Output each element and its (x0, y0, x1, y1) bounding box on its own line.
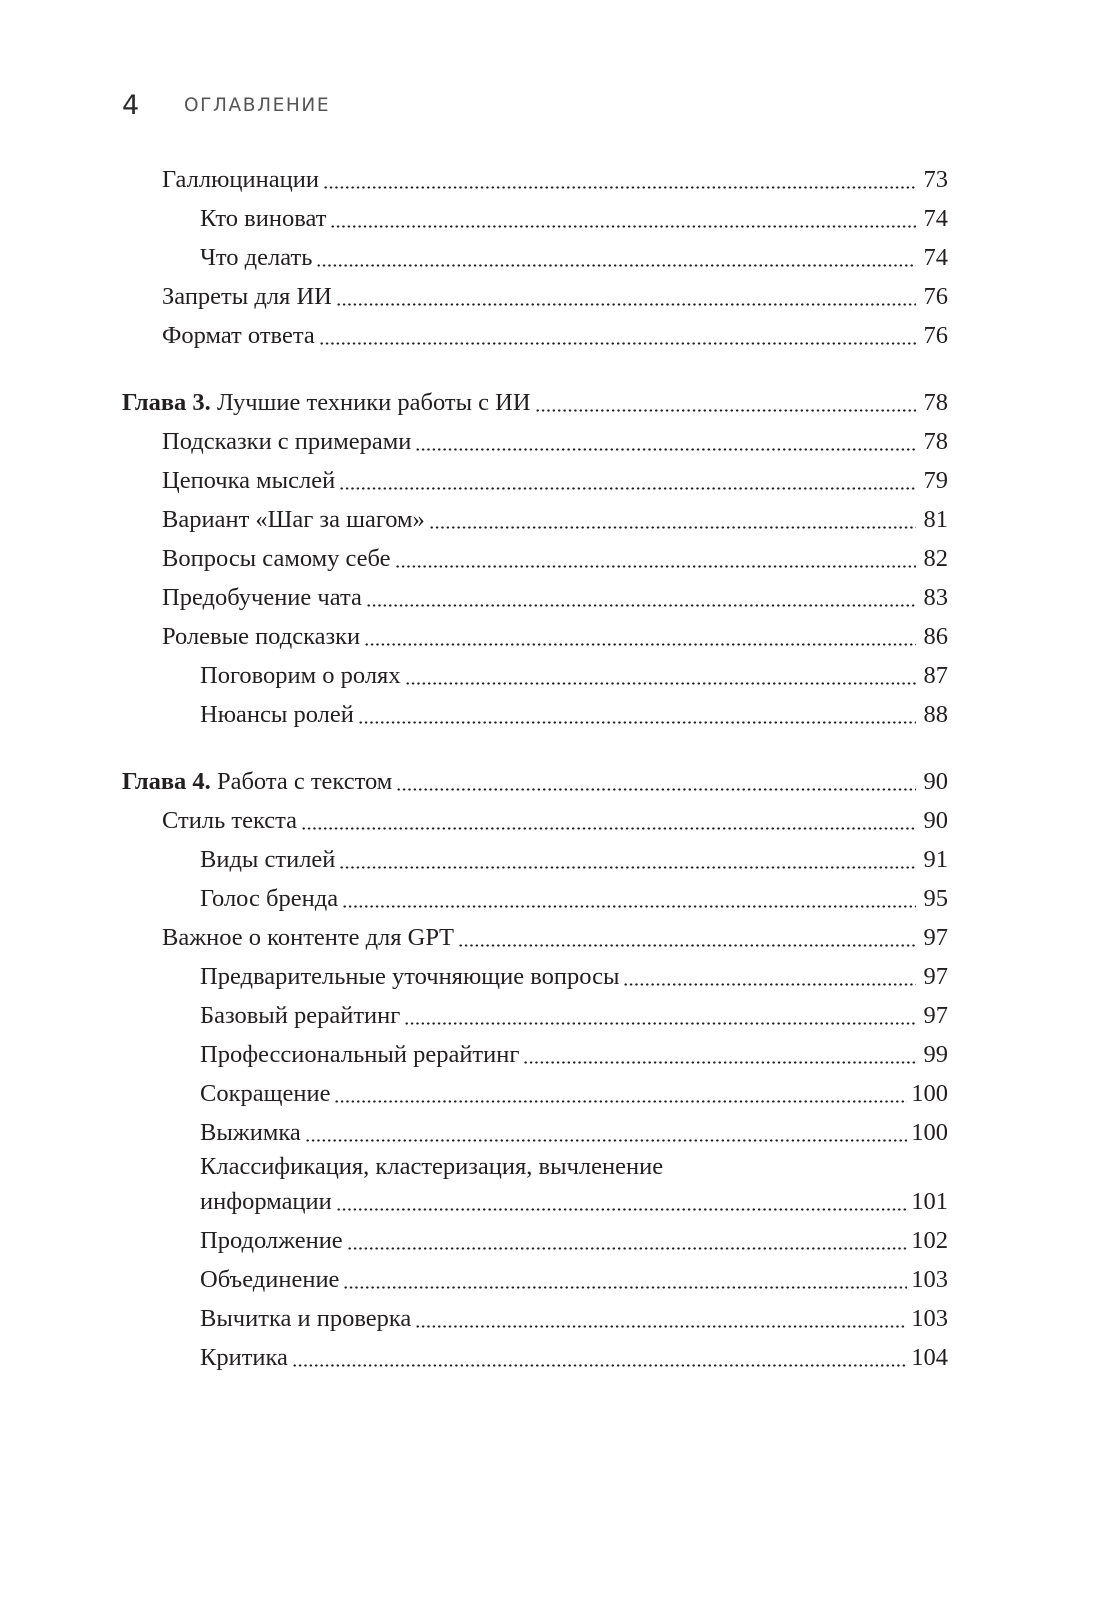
toc-entry-summary[interactable] (122, 1113, 948, 1152)
chapter-label: Глава 3. (122, 389, 211, 416)
toc-entry-page: 88 (923, 701, 948, 728)
chapter-title-text: Работа с текстом (216, 768, 393, 795)
toc-entry-shortening[interactable] (122, 1074, 948, 1113)
toc-entry-title: Ролевые подсказки (162, 623, 361, 650)
toc-entry-title: Голос бренда (200, 885, 339, 912)
dot-leader (523, 1061, 916, 1064)
dot-leader (405, 682, 916, 685)
toc-entry-proofreading[interactable] (122, 1299, 948, 1338)
toc-entry-ai-restrictions[interactable] (122, 277, 948, 316)
toc-entry-classification[interactable] (122, 1152, 948, 1221)
toc-entry-page: 95 (923, 885, 948, 912)
toc-entry-title: Предварительные уточняющие вопросы (200, 963, 620, 990)
dot-leader (330, 225, 916, 228)
dot-leader (623, 983, 916, 986)
toc-entry-self-questions[interactable] (122, 539, 948, 578)
toc-entry-title: Предобучение чата (162, 584, 362, 611)
dot-leader (347, 1247, 908, 1250)
toc-entry-title: Что делать (200, 244, 313, 271)
chapter-title-text: Лучшие техники работы с ИИ (216, 389, 531, 416)
toc-entry-title: Нюансы ролей (200, 701, 354, 728)
toc-entry-title: Цепочка мыслей (162, 467, 336, 494)
chapter-label: Глава 4. (122, 768, 211, 795)
toc-entry-page: 74 (923, 244, 948, 271)
running-title: ОГЛАВЛЕНИЕ (184, 94, 331, 116)
dot-leader (319, 342, 916, 345)
toc-entry-style-types[interactable] (122, 840, 948, 879)
running-head (122, 88, 330, 122)
toc-entry-page: 76 (923, 322, 948, 349)
dot-leader (396, 788, 916, 791)
toc-entry-chain-of-thought[interactable] (122, 461, 948, 500)
toc-entry-text-style[interactable] (122, 801, 948, 840)
toc-entry-page: 97 (923, 963, 948, 990)
toc-chapter-4[interactable] (122, 762, 948, 801)
dot-leader (364, 643, 916, 646)
toc-entry-page: 100 (911, 1080, 948, 1107)
toc-entry-page: 78 (923, 389, 948, 416)
dot-leader (366, 604, 916, 607)
toc-entry-basic-rewriting[interactable] (122, 996, 948, 1035)
toc-entry-page: 90 (923, 768, 948, 795)
toc-entry-page: 87 (923, 662, 948, 689)
toc-entry-page: 74 (923, 205, 948, 232)
toc-entry-gpt-content[interactable] (122, 918, 948, 957)
toc-entry-clarifying-questions[interactable] (122, 957, 948, 996)
toc-entry-title: Важное о контенте для GPT (162, 924, 454, 951)
dot-leader (415, 1325, 907, 1328)
toc-entry-hallucinations[interactable] (122, 160, 948, 199)
toc-entry-what-to-do[interactable] (122, 238, 948, 277)
toc-entry-page: 82 (923, 545, 948, 572)
toc-entry-answer-format[interactable] (122, 316, 948, 355)
toc-chapter-3[interactable] (122, 383, 948, 422)
toc-entry-page: 102 (911, 1227, 948, 1254)
toc-entry-title: Выжимка (200, 1119, 301, 1146)
dot-leader (535, 409, 916, 412)
toc-entry-merging[interactable] (122, 1260, 948, 1299)
toc-entry-page: 99 (923, 1041, 948, 1068)
toc-entry-title: Базовый рерайтинг (200, 1002, 401, 1029)
toc-entry-title: Поговорим о ролях (200, 662, 401, 689)
dot-leader (334, 1100, 907, 1103)
toc-entry-chat-pretraining[interactable] (122, 578, 948, 617)
toc-entry-continuation[interactable] (122, 1221, 948, 1260)
dot-leader (339, 866, 916, 869)
toc-entry-who-is-to-blame[interactable] (122, 199, 948, 238)
toc-entry-page: 79 (923, 467, 948, 494)
toc-entry-page: 97 (923, 924, 948, 951)
toc-chapter-title (122, 762, 392, 801)
toc-entry-page: 104 (911, 1344, 948, 1371)
toc-entry-page: 103 (911, 1305, 948, 1332)
toc-entry-page: 76 (923, 283, 948, 310)
toc-entry-title: Виды стилей (200, 846, 336, 873)
toc-entry-title: Критика (200, 1344, 288, 1371)
toc-entry-title: Кто виноват (200, 205, 327, 232)
toc-entry-title: Продолжение (200, 1227, 343, 1254)
dot-leader (429, 526, 916, 529)
page-number: 4 (122, 89, 140, 121)
toc-entry-about-roles[interactable] (122, 656, 948, 695)
toc-entry-title: Запреты для ИИ (162, 283, 332, 310)
toc-entry-page: 73 (923, 166, 948, 193)
toc-entry-title: Галлюцинации (162, 166, 319, 193)
dot-leader (343, 1286, 907, 1289)
dot-leader (358, 721, 916, 724)
dot-leader (336, 1208, 907, 1211)
toc-entry-title: Формат ответа (162, 322, 315, 349)
toc-entry-page: 91 (923, 846, 948, 873)
toc-entry-page: 81 (923, 506, 948, 533)
toc-entry-page: 100 (911, 1119, 948, 1146)
dot-leader (316, 264, 916, 267)
toc-chapter-title (122, 383, 531, 422)
toc-entry-title: Вычитка и проверка (200, 1305, 412, 1332)
toc-entry-title-line1: Классификация, кластеризация, вычленение (200, 1153, 664, 1180)
toc-entry-page: 90 (923, 807, 948, 834)
toc-entry-page: 97 (923, 1002, 948, 1029)
toc-entry-page: 83 (923, 584, 948, 611)
dot-leader (305, 1139, 907, 1142)
toc-entry-role-nuances[interactable] (122, 695, 948, 734)
toc-entry-title: Подсказки с примерами (162, 428, 412, 455)
toc-entry-page: 86 (923, 623, 948, 650)
toc-entry-few-shot-prompts[interactable] (122, 422, 948, 461)
toc-entry-pro-rewriting[interactable] (122, 1035, 948, 1074)
toc-entry-title: Профессиональный рерайтинг (200, 1041, 520, 1068)
toc-entry-brand-voice[interactable] (122, 879, 948, 918)
toc-entry-page: 78 (923, 428, 948, 455)
toc-entry-title: Вариант «Шаг за шагом» (162, 506, 425, 533)
dot-leader (342, 905, 916, 908)
dot-leader (395, 565, 916, 568)
dot-leader (415, 448, 916, 451)
table-of-contents (122, 160, 948, 1377)
dot-leader (301, 827, 916, 830)
toc-entry-title: Вопросы самому себе (162, 545, 391, 572)
toc-entry-title: Стиль текста (162, 807, 297, 834)
dot-leader (339, 487, 916, 490)
toc-entry-title: Сокращение (200, 1080, 331, 1107)
toc-entry-page: 101 (911, 1188, 948, 1215)
toc-entry-page: 103 (911, 1266, 948, 1293)
toc-entry-role-prompts[interactable] (122, 617, 948, 656)
toc-entry-title: Объединение (200, 1266, 340, 1293)
toc-entry-step-by-step[interactable] (122, 500, 948, 539)
toc-entry-critique[interactable] (122, 1338, 948, 1377)
toc-entry-title: информации (200, 1188, 332, 1215)
dot-leader (458, 944, 916, 947)
dot-leader (323, 186, 916, 189)
dot-leader (336, 303, 916, 306)
dot-leader (292, 1364, 907, 1367)
dot-leader (404, 1022, 916, 1025)
